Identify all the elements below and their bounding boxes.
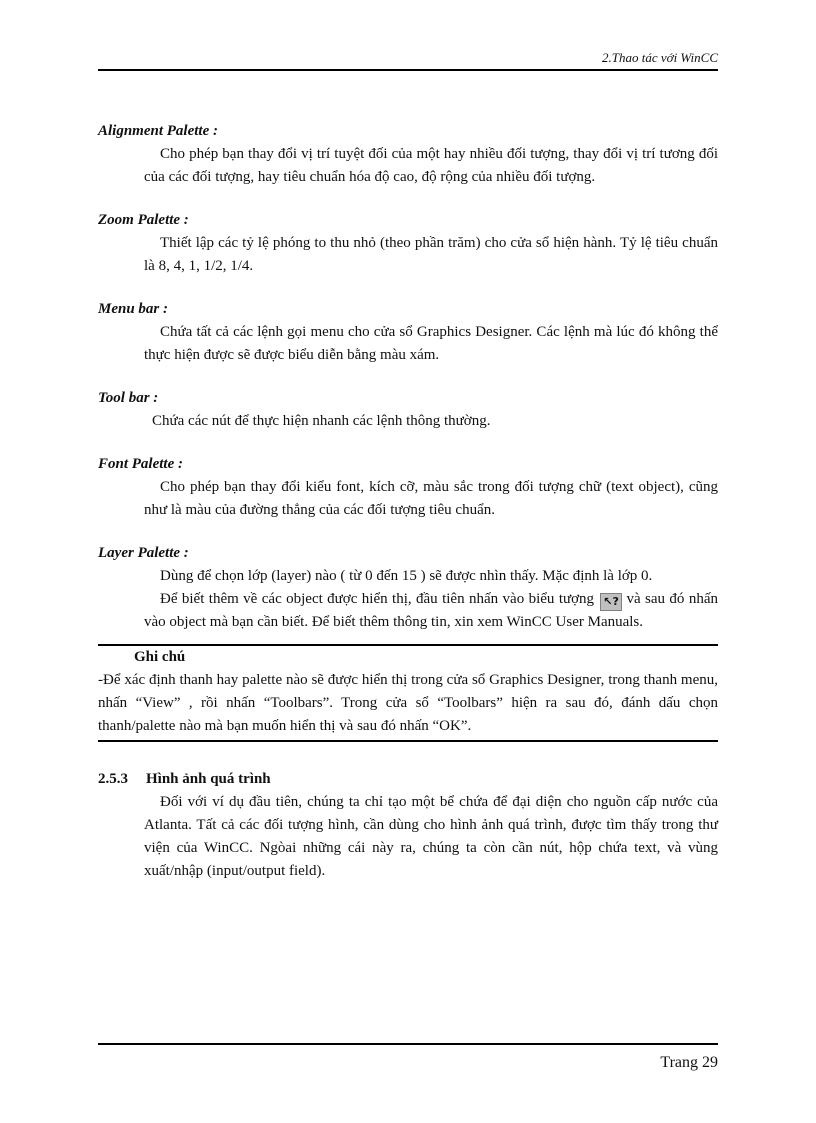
section-title: Tool bar : (98, 390, 159, 406)
note-body: -Để xác định thanh hay palette nào sẽ được hiển thị trong cửa sổ Graphics Designer, trong thanh menu, nhấn “View” , rồi nhấn “Toolbars”. Trong cửa sổ “Toolbars” hiện ra sau đó, đánh dấu chọn thanh/palette nào mà bạn muốn hiển thị và sau đó nhấn “OK”. (98, 672, 718, 734)
subsection-body-text: Đối với ví dụ đầu tiên, chúng ta chỉ tạo một bể chứa để đại diện cho nguồn cấp nước của Atlanta. Tất cả các đối tượng hình, cần dùng cho hình ảnh quá trình, được tìm thấy trong thư viện của WinCC. Ngòai những cái này ra, chúng ta còn cần nút, hộp chứa text, và vùng xuất/nhập (input/output field). (144, 794, 718, 879)
subsection-number: 2.5.3 (98, 771, 128, 787)
section-body (144, 321, 718, 367)
subsection-title-text: Hình ảnh quá trình (146, 771, 271, 787)
section-body-text: Để biết thêm về các object được hiển thị, đầu tiên nhấn vào biểu tượng (160, 591, 595, 607)
section-zoom-palette (98, 209, 718, 278)
footer-rule (98, 1043, 718, 1045)
section-alignment-palette (98, 120, 718, 189)
section-tool-bar (98, 387, 718, 433)
section-font-palette (98, 453, 718, 522)
page-number: Trang 29 (660, 1054, 718, 1071)
section-body-2 (144, 588, 718, 634)
subsection-body (144, 791, 718, 883)
page-content (98, 120, 718, 883)
section-layer-palette (98, 542, 718, 634)
section-title: Zoom Palette : (98, 212, 189, 228)
section-body (144, 143, 718, 189)
section-body-text: Cho phép bạn thay đổi vị trí tuyệt đối của một hay nhiều đối tượng, thay đổi vị trí tương đối của các đối tượng, hay tiêu chuẩn hóa độ cao, độ rộng của nhiều đối tượng. (144, 146, 718, 185)
section-body-text: Chứa tất cả các lệnh gọi menu cho cửa sổ Graphics Designer. Các lệnh mà lúc đó không thể thực hiện được sẽ được biểu diễn bằng màu xám. (144, 324, 718, 363)
section-body (144, 565, 718, 588)
section-title: Menu bar : (98, 301, 169, 317)
section-body-text: Dùng để chọn lớp (layer) nào ( từ 0 đến 15 ) sẽ được nhìn thấy. Mặc định là lớp 0. (160, 568, 653, 584)
subsection-process-picture (98, 768, 718, 883)
note-box (98, 644, 718, 742)
section-body (144, 232, 718, 278)
section-body: Chứa các nút để thực hiện nhanh các lệnh thông thường. (152, 413, 491, 429)
section-body-text: và sau đó nhấn vào object mà bạn cần biết. Để biết thêm thông tin, xin xem WinCC User Manuals. (144, 591, 718, 630)
section-title: Font Palette : (98, 456, 183, 472)
section-body-text: Thiết lập các tỷ lệ phóng to thu nhỏ (theo phần trăm) cho cửa sổ hiện hành. Tỷ lệ tiêu chuẩn là 8, 4, 1, 1/2, 1/4. (144, 235, 718, 274)
section-title: Layer Palette : (98, 545, 189, 561)
section-body-text: Cho phép bạn thay đổi kiểu font, kích cỡ, màu sắc trong đối tượng chữ (text object), cũng như là màu của đường thẳng của các đối tượng tiêu chuẩn. (144, 479, 718, 518)
section-title: Alignment Palette : (98, 123, 218, 139)
help-pointer-icon[interactable]: ↖? (600, 593, 622, 611)
running-header: 2.Thao tác với WinCC (602, 50, 718, 65)
section-body (144, 476, 718, 522)
section-menu-bar (98, 298, 718, 367)
header-rule (98, 69, 718, 71)
note-title: Ghi chú (134, 649, 186, 665)
subsection-title (98, 768, 718, 791)
